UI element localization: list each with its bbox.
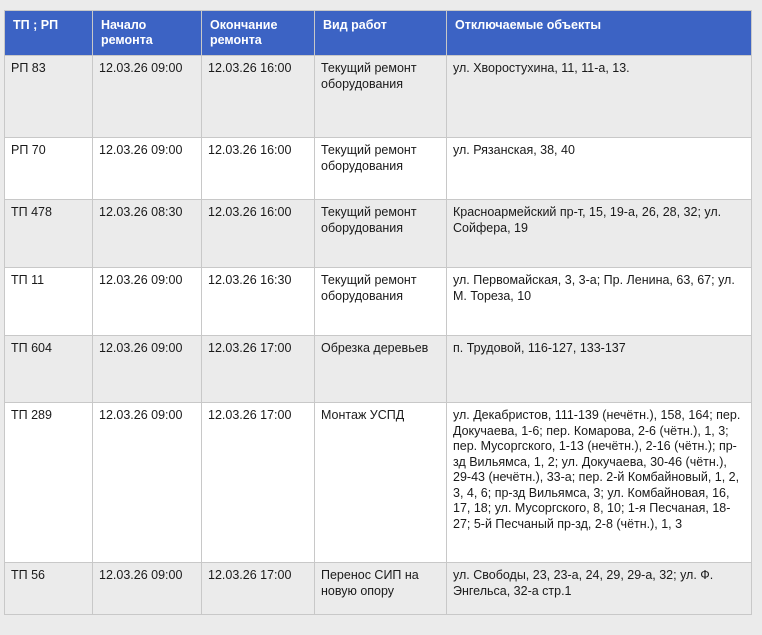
cell-work: Перенос СИП на новую опору bbox=[315, 563, 447, 615]
outage-table bbox=[4, 10, 752, 615]
cell-end: 12.03.26 16:00 bbox=[202, 56, 315, 138]
cell-work: Обрезка деревьев bbox=[315, 336, 447, 403]
cell-start: 12.03.26 09:00 bbox=[93, 563, 202, 615]
cell-end: 12.03.26 16:00 bbox=[202, 138, 315, 200]
cell-end: 12.03.26 17:00 bbox=[202, 403, 315, 563]
table-row bbox=[5, 200, 752, 268]
cell-end: 12.03.26 16:30 bbox=[202, 268, 315, 336]
cell-end: 12.03.26 17:00 bbox=[202, 563, 315, 615]
cell-start: 12.03.26 09:00 bbox=[93, 138, 202, 200]
cell-end: 12.03.26 17:00 bbox=[202, 336, 315, 403]
cell-start: 12.03.26 09:00 bbox=[93, 268, 202, 336]
cell-tp: ТП 56 bbox=[5, 563, 93, 615]
cell-tp: ТП 289 bbox=[5, 403, 93, 563]
table-row bbox=[5, 403, 752, 563]
cell-work: Текущий ремонт оборудования bbox=[315, 268, 447, 336]
table-header-row bbox=[5, 11, 752, 56]
header-start: Начало ремонта bbox=[93, 11, 202, 56]
table-row bbox=[5, 563, 752, 615]
cell-tp: ТП 11 bbox=[5, 268, 93, 336]
cell-tp: РП 70 bbox=[5, 138, 93, 200]
header-end: Окончание ремонта bbox=[202, 11, 315, 56]
table-row bbox=[5, 268, 752, 336]
table-row bbox=[5, 336, 752, 403]
cell-objects: ул. Хворостухина, 11, 11-а, 13. bbox=[447, 56, 752, 138]
cell-work: Текущий ремонт оборудования bbox=[315, 200, 447, 268]
cell-objects: ул. Первомайская, 3, 3-а; Пр. Ленина, 63, 67; ул. М. Тореза, 10 bbox=[447, 268, 752, 336]
cell-objects: п. Трудовой, 116-127, 133-137 bbox=[447, 336, 752, 403]
cell-end: 12.03.26 16:00 bbox=[202, 200, 315, 268]
cell-objects: Красноармейский пр-т, 15, 19-а, 26, 28, 32; ул. Сойфера, 19 bbox=[447, 200, 752, 268]
cell-tp: ТП 604 bbox=[5, 336, 93, 403]
cell-objects: ул. Свободы, 23, 23-а, 24, 29, 29-а, 32; ул. Ф. Энгельса, 32-а стр.1 bbox=[447, 563, 752, 615]
cell-tp: РП 83 bbox=[5, 56, 93, 138]
header-work: Вид работ bbox=[315, 11, 447, 56]
outage-table-wrapper bbox=[4, 10, 751, 615]
table-row bbox=[5, 138, 752, 200]
cell-start: 12.03.26 09:00 bbox=[93, 56, 202, 138]
cell-work: Текущий ремонт оборудования bbox=[315, 56, 447, 138]
header-objects: Отключаемые объекты bbox=[447, 11, 752, 56]
cell-work: Текущий ремонт оборудования bbox=[315, 138, 447, 200]
cell-objects: ул. Декабристов, 111-139 (нечётн.), 158, 164; пер. Докучаева, 1-6; пер. Комарова, 2-6 (чётн.), 1, 3; пер. Мусоргского, 1-13 (нечётн.), 2-16 (чётн.); пр-зд Вильямса, 1, 2; ул. Докучаева, 30-46 (чётн.), 29-43 (нечётн.), 33-а; пер. 2-й Комбайновый, 1, 2, 3, 4, 6; пр-зд Вильямса, 3; ул. Комбайновая, 16, 17, 18; ул. Мусоргского, 8, 10; 1-я Песчаная, 18-27; 5-й Песчаный пр-зд, 2-8 (чётн.), 1, 3 bbox=[447, 403, 752, 563]
cell-objects: ул. Рязанская, 38, 40 bbox=[447, 138, 752, 200]
header-tp: ТП ; РП bbox=[5, 11, 93, 56]
cell-work: Монтаж УСПД bbox=[315, 403, 447, 563]
cell-start: 12.03.26 08:30 bbox=[93, 200, 202, 268]
table-row bbox=[5, 56, 752, 138]
cell-start: 12.03.26 09:00 bbox=[93, 336, 202, 403]
cell-start: 12.03.26 09:00 bbox=[93, 403, 202, 563]
cell-tp: ТП 478 bbox=[5, 200, 93, 268]
